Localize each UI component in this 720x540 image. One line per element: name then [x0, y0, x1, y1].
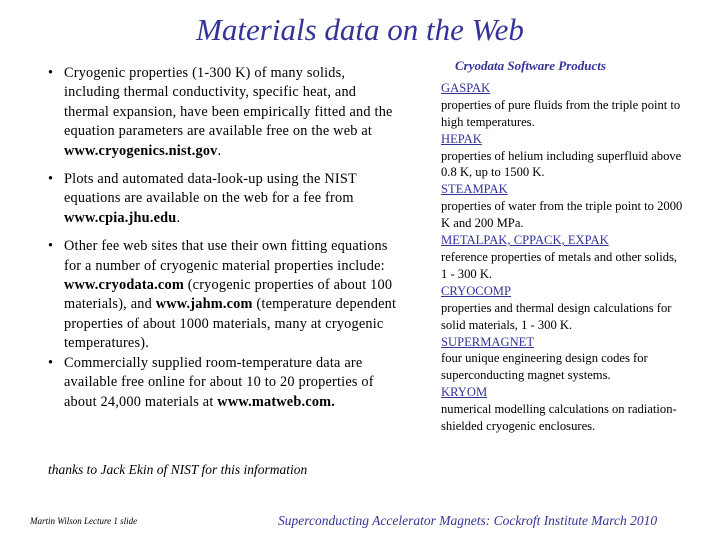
bullet-item	[48, 170, 403, 228]
url-link[interactable]: www.cpia.jhu.edu	[64, 209, 177, 226]
bullet-item	[48, 64, 403, 161]
url-link[interactable]: www.matweb.com.	[217, 393, 336, 410]
product-description: properties of water from the triple point to 2000 K and 200 MPa.	[441, 199, 683, 231]
footer-left: Martin Wilson Lecture 1 slide	[30, 516, 138, 526]
slide-title: Materials data on the Web	[196, 12, 524, 47]
acknowledgement: thanks to Jack Ekin of NIST for this information	[48, 462, 308, 477]
product-link[interactable]: KRYOM	[441, 385, 488, 400]
product-description: properties and thermal design calculations for solid materials, 1 - 300 K.	[441, 300, 672, 332]
product-link[interactable]: GASPAK	[441, 80, 491, 95]
bullet-text: Plots and automated data-look-up using the NIST equations are available on the web for a fee from	[64, 171, 357, 207]
bullet-text: .	[176, 209, 181, 226]
cryodata-panel	[441, 58, 686, 435]
url-link[interactable]: www.cryogenics.nist.gov	[64, 142, 218, 159]
product-link[interactable]: HEPAK	[441, 131, 482, 146]
product-link[interactable]: CRYOCOMP	[441, 283, 511, 298]
product-description: reference properties of metals and other solids, 1 - 300 K.	[441, 249, 678, 281]
bullet-list	[48, 64, 403, 421]
product-link[interactable]: METALPAK, CPPACK, EXPAK	[441, 233, 609, 248]
footer-right: Superconducting Accelerator Magnets: Cockroft Institute March 2010	[278, 513, 658, 528]
bullet-text: (cryogenic properties of about 100 materials), and	[64, 277, 393, 313]
product-description: properties of pure fluids from the triple point to high temperatures.	[441, 97, 681, 129]
product-description: numerical modelling calculations on radiation-shielded cryogenic enclosures.	[441, 402, 677, 434]
url-link[interactable]: www.cryodata.com	[64, 277, 184, 294]
bullet-text: Commercially supplied room-temperature data are available free online for about 10 to 20 properties of about 24,000 materials at	[64, 354, 374, 410]
bullet-item	[48, 354, 403, 412]
url-link[interactable]: www.jahm.com	[155, 296, 253, 313]
product-description: four unique engineering design codes for superconducting magnet systems.	[441, 351, 648, 383]
bullet-text: .	[217, 142, 222, 159]
bullet-text: Cryogenic properties (1-300 K) of many solids, including thermal conductivity, specific heat, and thermal expansion, have been empirically fitted and the equation parameters are available free on the web at	[64, 65, 393, 140]
bullet-item	[48, 237, 403, 353]
cryodata-heading: Cryodata Software Products	[455, 58, 606, 73]
bullet-text: (temperature dependent properties of about 1000 materials, many at cryogenic temperatures).	[64, 296, 397, 352]
product-description: properties of helium including superfluid above 0.8 K, up to 1500 K.	[441, 148, 682, 180]
product-link[interactable]: STEAMPAK	[441, 182, 508, 197]
product-link[interactable]: SUPERMAGNET	[441, 334, 535, 349]
bullet-text: Other fee web sites that use their own fitting equations for a number of cryogenic material properties include:	[64, 238, 388, 274]
